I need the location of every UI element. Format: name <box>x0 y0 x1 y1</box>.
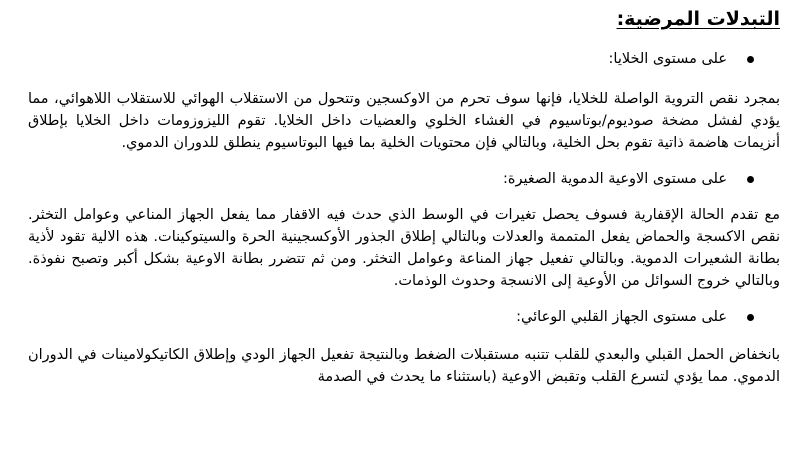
section-heading-text: على مستوى الخلايا: <box>608 51 727 67</box>
section-paragraph-small-vessels: مع تقدم الحالة الإقفارية فسوف يحصل تغيرات في الوسط الذي حدث فيه الاقفار مما يفعل الجهاز المناعي وعوامل التخثر. نقص الاكسجة والحماض يفعل المتممة والعدلات وبالتالي إطلاق الجذور الأوكسجينية الحرة والسيتوكينات. هذه الالية تقود لأذية بطانة الشعيرات الدموية. وبالتالي تفعيل جهاز المناعة وعوامل التخثر. ومن ثم تتضرر بطانة الاوعية بشكل أكبر وتصبح نفوذة. وبالتالي خروج السوائل من الأوعية إلى الانسجة وحدوث الوذمات. <box>28 207 780 289</box>
section-heading-small-vessels <box>28 168 780 190</box>
section-heading-text: على مستوى الجهاز القلبي الوعائي: <box>516 309 727 325</box>
bullet-icon <box>747 176 754 183</box>
section-paragraph-cells: بمجرد نقص التروية الواصلة للخلايا، فإنها سوف تحرم من الاوكسجين وتتحول من الاستقلاب الهوائي للاستقلاب اللاهوائي، مما يؤدي لفشل مضخة صوديوم/بوتاسيوم في الغشاء الخلوي والعضيات داخل الخلايا. تقوم الليزوزومات داخل الخلايا بإطلاق أنزيمات هاضمة ذاتية تقوم بحل الخلية، وبالتالي فإن محتويات الخلية بما فيها البوتاسيوم ينطلق للدوران الدموي. <box>28 91 780 151</box>
bullet-icon <box>747 314 754 321</box>
section-heading-cells <box>28 48 780 70</box>
section-paragraph-cardiovascular: بانخفاض الحمل القبلي والبعدي للقلب تتنبه مستقبلات الضغط وبالنتيجة تفعيل الجهاز الودي وإطلاق الكاتيكولامينات في الدوران الدموي. مما يؤدي لتسرع القلب وتقبض الاوعية (باستثناء ما يحدث في الصدمة <box>28 347 780 385</box>
bullet-icon <box>747 56 754 63</box>
page-title: التبدلات المرضية: <box>616 8 780 30</box>
section-heading-cardiovascular <box>28 306 780 328</box>
section-heading-text: على مستوى الاوعية الدموية الصغيرة: <box>503 171 727 187</box>
